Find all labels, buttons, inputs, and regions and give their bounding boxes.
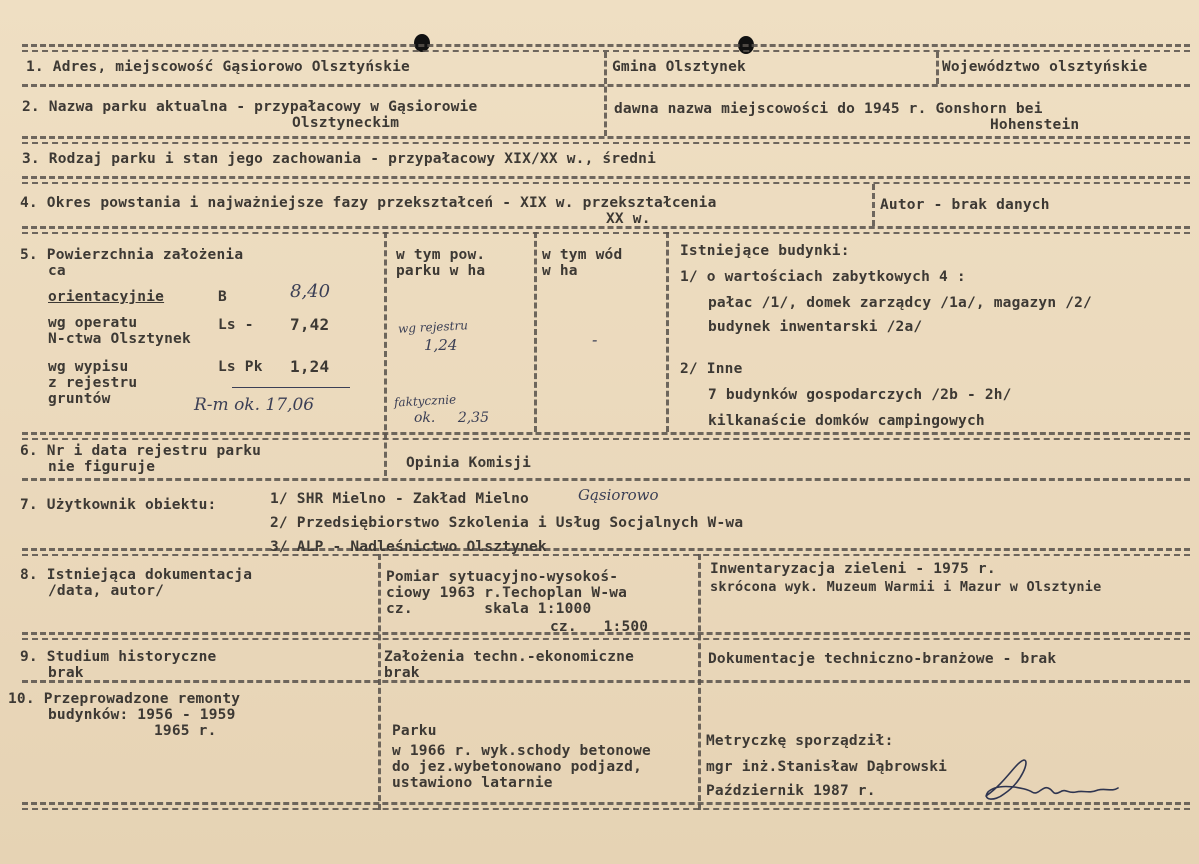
- user-3: 3/ ALP - Nadleśnictwo Olsztynek: [270, 539, 547, 555]
- renovations-line3: 1965 r.: [154, 723, 217, 739]
- vrule-col-park: [384, 232, 387, 476]
- wypis-code: Ls Pk: [218, 359, 263, 375]
- user-2: 2/ Przedsiębiorstwo Szkolenia i Usług Socjalnych W-wa: [270, 515, 744, 531]
- operat-label2: N-ctwa Olsztynek: [48, 331, 191, 347]
- address-field: 1. Adres, miejscowość Gąsiorowo Olsztyńskie: [26, 59, 410, 75]
- survey-line4: cz. 1:500: [550, 619, 649, 635]
- wypis-value: 1,24: [290, 357, 330, 376]
- wypis-label2: z rejestru: [48, 375, 138, 391]
- vrule-lower-right: [698, 554, 701, 810]
- park-works-line2: w 1966 r. wyk.schody betonowe: [392, 743, 651, 759]
- operat-value: 7,42: [290, 315, 330, 334]
- user-1: 1/ SHR Mielno - Zakład Mielno: [270, 491, 529, 507]
- orient-code: B: [218, 289, 227, 305]
- water-header2: w ha: [542, 263, 578, 279]
- water-header1: w tym wód: [542, 247, 623, 263]
- orient-label: orientacyjnie: [48, 289, 165, 305]
- park-hw-actual-value: ok. 2,35: [414, 410, 489, 426]
- rule-2: [22, 136, 1190, 144]
- former-name-line2: Hohenstein: [990, 117, 1080, 133]
- vrule-row1-b: [936, 52, 939, 84]
- buildings-historic-list1: pałac /1/, domek zarządcy /1a/, magazyn /2/: [708, 295, 1092, 311]
- park-works-line1: Parku: [392, 723, 437, 739]
- total-hw: R-m ok. 17,06: [194, 395, 315, 415]
- buildings-historic: 1/ o wartościach zabytkowych 4 :: [680, 269, 966, 285]
- user-1-hw: Gąsiorowo: [578, 486, 659, 504]
- orient-hw-value: 8,40: [290, 281, 331, 302]
- greenery-inventory-line1: Inwentaryzacja zieleni - 1975 r.: [710, 561, 996, 577]
- renovations-line1: 10. Przeprowadzone remonty: [8, 691, 241, 707]
- area-title: 5. Powierzchnia założenia: [20, 247, 244, 263]
- documentation-line2: /data, autor/: [48, 583, 165, 599]
- operat-code: Ls -: [218, 317, 254, 333]
- history-study-line2: brak: [48, 665, 84, 681]
- rule-6: [22, 478, 1190, 481]
- former-name-line1: dawna nazwa miejscowości do 1945 r. Gonshorn bei: [614, 101, 1043, 117]
- survey-line1: Pomiar sytuacyjno-wysokoś-: [386, 569, 619, 585]
- survey-line2: ciowy 1963 r.Techoplan W-wa: [386, 585, 628, 601]
- park-area-header2: parku w ha: [396, 263, 486, 279]
- wypis-label1: wg wypisu: [48, 359, 129, 375]
- rule-top: [22, 44, 1190, 52]
- survey-line3: cz. skala 1:1000: [386, 601, 592, 617]
- commission-opinion: Opinia Komisji: [406, 455, 532, 471]
- vrule-lower-left: [378, 554, 381, 810]
- buildings-other-list2: kilkanaście domków campingowych: [708, 413, 985, 429]
- history-study-line1: 9. Studium historyczne: [20, 649, 217, 665]
- renovations-line2: budynków: 1956 - 1959: [48, 707, 236, 723]
- sum-underline: [232, 387, 350, 388]
- water-value: -: [592, 330, 598, 349]
- tech-econ-line1: Założenia techn.-ekonomiczne: [384, 649, 635, 665]
- park-name-line2: Olsztyneckim: [292, 115, 400, 131]
- park-hw-register-value: 1,24: [424, 336, 458, 354]
- park-type-field: 3. Rodzaj parku i stan jego zachowania - przypałacowy XIX/XX w., średni: [22, 151, 657, 167]
- park-area-header1: w tym pow.: [396, 247, 486, 263]
- rule-3: [22, 176, 1190, 184]
- operat-label1: wg operatu: [48, 315, 138, 331]
- prepared-by-label: Metryczkę sporządził:: [706, 733, 894, 749]
- rule-7: [22, 548, 1190, 556]
- prepared-by-name: mgr inż.Stanisław Dąbrowski: [706, 759, 948, 775]
- wojewodztwo-field: Województwo olsztyńskie: [942, 59, 1148, 75]
- buildings-title: Istniejące budynki:: [680, 243, 850, 259]
- period-line2: XX w.: [606, 211, 651, 227]
- author-field: Autor - brak danych: [880, 197, 1050, 213]
- documentation-line1: 8. Istniejąca dokumentacja: [20, 567, 253, 583]
- buildings-other-list1: 7 budynków gospodarczych /2b - 2h/: [708, 387, 1012, 403]
- rule-9: [22, 680, 1190, 683]
- greenery-inventory-line2: skrócona wyk. Muzeum Warmii i Mazur w Olsztynie: [710, 579, 1102, 595]
- register-line1: 6. Nr i data rejestru parku: [20, 443, 262, 459]
- park-works-line3: do jez.wybetonowano podjazd,: [392, 759, 643, 775]
- prepared-date: Październik 1987 r.: [706, 783, 876, 799]
- register-line2: nie figuruje: [48, 459, 156, 475]
- tech-docs: Dokumentacje techniczno-branżowe - brak: [708, 651, 1057, 667]
- park-hw-register: wg rejestru: [397, 318, 469, 336]
- vrule-row4: [872, 184, 875, 226]
- vrule-col-water: [534, 232, 537, 432]
- park-works-line4: ustawiono latarnie: [392, 775, 553, 791]
- wypis-label3: gruntów: [48, 391, 111, 407]
- signature: [976, 752, 1126, 812]
- area-ca: ca: [48, 263, 66, 279]
- tech-econ-line2: brak: [384, 665, 420, 681]
- vrule-row1-a: [604, 52, 607, 136]
- buildings-historic-list2: budynek inwentarski /2a/: [708, 319, 923, 335]
- rule-5: [22, 432, 1190, 440]
- user-label: 7. Użytkownik obiektu:: [20, 497, 217, 513]
- gmina-field: Gmina Olsztynek: [612, 59, 746, 75]
- park-hw-actual: faktycznie: [393, 392, 457, 410]
- period-line1: 4. Okres powstania i najważniejsze fazy przekształceń - XIX w. przekształcenia: [20, 195, 717, 211]
- vrule-col-buildings: [666, 232, 669, 432]
- buildings-other: 2/ Inne: [680, 361, 743, 377]
- park-name-line1: 2. Nazwa parku aktualna - przypałacowy w Gąsiorowie: [22, 99, 478, 115]
